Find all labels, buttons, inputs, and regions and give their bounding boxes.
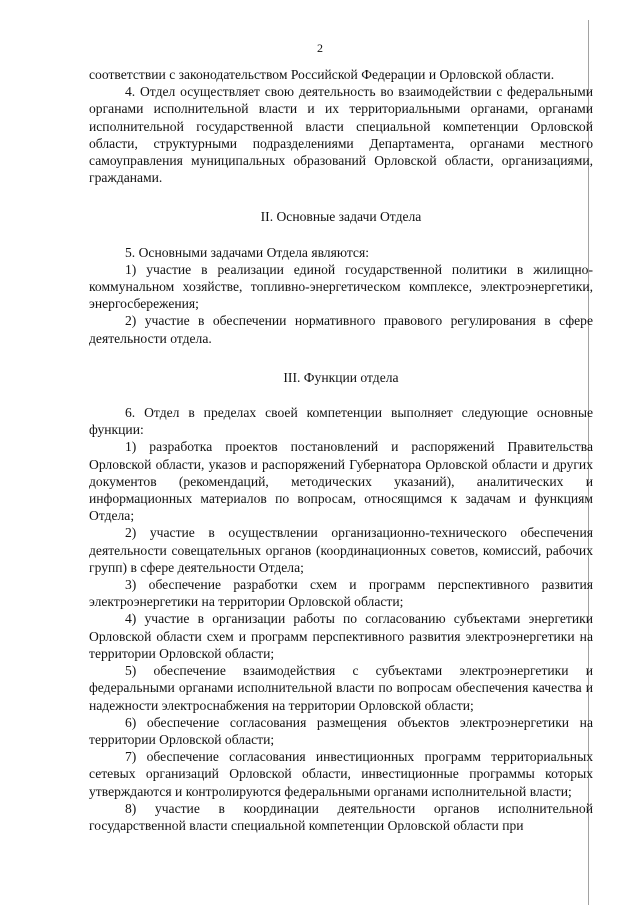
page-number: 2 (317, 41, 323, 55)
paragraph-6: 6. Отдел в пределах своей компетенции выполняет следующие основные функции: (89, 405, 593, 438)
list-item-6-2: 2) участие в осуществлении организационно-технического обеспечения деятельности совещательных органов (координационных советов, комиссий, рабочих групп) в сфере деятельности Отдела; (89, 525, 593, 575)
paragraph-4: 4. Отдел осуществляет свою деятельность во взаимодействии с федеральными органами исполнительной власти и их территориальными органами, органами исполнительной государственной власти специальной компетенции Орловской области, структурными подразделениями Департамента, органами местного самоуправления муниципальных образований Орловской области, организациями, гражданами. (89, 84, 593, 186)
list-item-5-2: 2) участие в обеспечении нормативного правового регулирования в сфере деятельности отдела. (89, 313, 593, 346)
list-item-6-7: 7) обеспечение согласования инвестиционных программ территориальных сетевых организаций Орловской области, инвестиционные программы которых утверждаются и контролируются федеральными органами исполнительной власти; (89, 749, 593, 799)
list-item-6-4: 4) участие в организации работы по согласованию субъектами энергетики Орловской области схем и программ перспективного развития электроэнергетики на территории Орловской области; (89, 611, 593, 661)
section-heading-2: II. Основные задачи Отдела (260, 209, 422, 225)
list-item-6-6: 6) обеспечение согласования размещения объектов электроэнергетики на территории Орловской области; (89, 714, 593, 747)
paragraph-continuation: соответствии с законодательством Российской Федерации и Орловской области. (89, 67, 555, 82)
list-item-6-1: 1) разработка проектов постановлений и распоряжений Правительства Орловской области, указов и распоряжений Губернатора Орловской области и других документов (рекомендаций, методических указаний), аналитических и информационных материалов по вопросам, относящимся к задачам и функциям Отдела; (89, 439, 593, 524)
list-item-5-1: 1) участие в реализации единой государственной политики в жилищно-коммунальном хозяйстве, топливно-энергетическом комплексе, электроэнергетики, энергосбережения; (89, 261, 593, 312)
list-item-6-8: 8) участие в координации деятельности органов исполнительной государственной власти специальной компетенции Орловской области при (89, 800, 593, 833)
paragraph-5: 5. Основными задачами Отдела являются: (125, 244, 369, 260)
section-heading-3: III. Функции отдела (283, 369, 399, 385)
document-body (89, 66, 593, 834)
list-item-6-5: 5) обеспечение взаимодействия с субъектами электроэнергетики и федеральными органами исполнительной власти по вопросам обеспечения качества и надежности электроснабжения на территории Орловской области; (89, 663, 593, 713)
list-item-6-3: 3) обеспечение разработки схем и программ перспективного развития электроэнергетики на территории Орловской области; (89, 577, 593, 610)
